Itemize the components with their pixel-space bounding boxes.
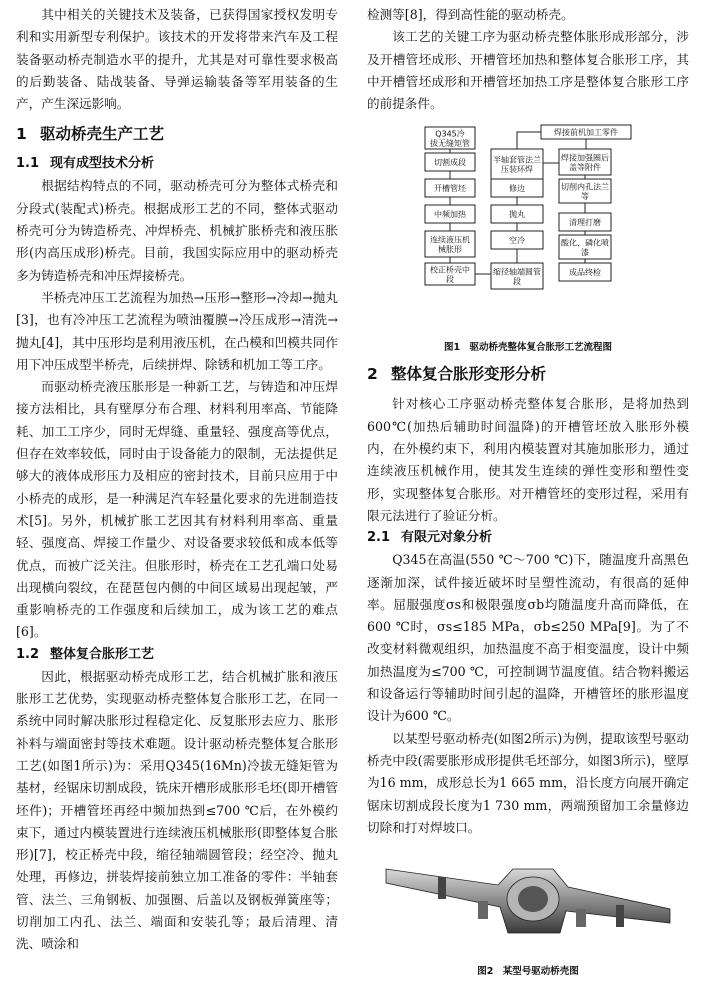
subsection-heading: 1.1 现有成型技术分析 xyxy=(16,156,155,172)
svg-text:等: 等 xyxy=(581,192,589,202)
flow-node xyxy=(559,149,611,175)
paragraph: 根据结构特点的不同，驱动桥壳可分为整体式桥壳和分段式(装配式)桥壳。根据成形工艺的不同，整体式驱动桥壳可分为铸造桥壳、冲焊桥壳、机械扩胀桥壳和液压胀形(内高压成形)桥壳。目前，我国实际应用中的驱动桥壳多为铸造桥壳和冲压焊接桥壳。 xyxy=(16,178,338,283)
svg-text:械胀形: 械胀形 xyxy=(438,245,462,255)
svg-text:切削内孔法兰: 切削内孔法兰 xyxy=(561,182,609,192)
svg-text:段: 段 xyxy=(513,277,521,287)
flow-node xyxy=(559,263,611,281)
svg-text:焊接前机加工零件: 焊接前机加工零件 xyxy=(554,128,618,138)
paragraph: 该工艺的关键工序为驱动桥壳整体胀形成形部分，涉及开槽管坯成形、开槽管坯加热和整体复合胀形工序，其中开槽管坯成形和开槽管坯加热工序是整体复合胀形工序的前提条件。 xyxy=(367,29,689,112)
svg-text:漆: 漆 xyxy=(581,248,589,258)
flow-node xyxy=(491,231,543,249)
flow-node xyxy=(425,205,475,223)
svg-text:空冷: 空冷 xyxy=(509,236,525,246)
flow-connector xyxy=(517,132,541,149)
figure-1-caption: 图1 驱动桥壳整体复合胀形工艺流程图 xyxy=(443,342,613,354)
paragraph: Q345在高温(550 ℃～700 ℃)下，随温度升高黑色逐渐加深，试件接近破坏时呈塑性流动，有很高的延伸率。屈服强度σs和极限强度σb均随温度升高而降低，在600 ℃时，σs≤185 MPa，σb≤250 MPa[9]。为了不改变材料微观组织，加热温度不高于相变温度，设计中频加热温度为≤700 ℃，可控制调节温度值。结合物料搬运和设备运行等辅助时间引起的温降，开槽管坯的胀形温度设计为600 ℃。 xyxy=(367,552,689,724)
right-column xyxy=(367,4,689,985)
svg-text:Q345冷: Q345冷 xyxy=(435,129,465,139)
svg-text:缩径轴端圆管: 缩径轴端圆管 xyxy=(493,267,541,277)
svg-text:切割成段: 切割成段 xyxy=(434,158,466,168)
flow-node xyxy=(559,179,611,203)
svg-text:校正桥壳中: 校正桥壳中 xyxy=(430,265,470,275)
svg-text:成品终检: 成品终检 xyxy=(569,268,601,278)
axle-housing-image xyxy=(378,847,678,957)
flow-node xyxy=(559,213,611,231)
flow-node xyxy=(491,179,543,197)
flow-node xyxy=(425,231,475,257)
flow-node xyxy=(491,263,543,289)
svg-text:盖等附件: 盖等附件 xyxy=(569,163,601,173)
section-heading: 1 驱动桥壳生产工艺 xyxy=(16,125,165,144)
flow-node xyxy=(559,235,611,259)
svg-text:压装环焊: 压装环焊 xyxy=(501,165,533,175)
svg-text:抛丸: 抛丸 xyxy=(509,210,525,220)
flow-node xyxy=(425,127,475,149)
svg-text:拔无缝矩管: 拔无缝矩管 xyxy=(430,139,470,149)
paragraph: 而驱动桥壳液压胀形是一种新工艺，与铸造和冲压焊接方法相比，具有壁厚分布合理、材料利用率高、节能降耗、加工工序少，同时无焊缝、重量轻、强度高等优点，但存在效率较低，同时由于设备能力的限制，无法提供足够大的液体成形压力及相应的密封技术，目前只应用于中小桥壳的成形，是一种满足汽车轻量化要求的先进制造技术[5]。另外，机械扩胀工艺因其有材料利用率高、重量轻、强度高、焊接工作量少、对设备要求较低和成本低等优点，而被广泛关注。但胀形时，桥壳在工艺孔端口处易出现横向裂纹，在琵琶包内侧的中间区域易出现起皱，严重影响桥壳的工作强度和后续加工，成为该工艺的难点[6]。 xyxy=(16,379,338,640)
flow-node xyxy=(425,153,475,171)
flow-node xyxy=(425,263,475,285)
process-flowchart xyxy=(423,123,633,333)
svg-text:中频加热: 中频加热 xyxy=(434,210,466,220)
flow-node xyxy=(491,205,543,223)
subsection-heading: 2.1 有限元对象分析 xyxy=(367,530,493,546)
paragraph: 以某型号驱动桥壳(如图2所示)为例，提取该型号驱动桥壳中段(需要胀形成形提供毛坯部分，如图3所示)，壁厚为16 mm，成形总长为1 665 mm，沿长度方向展开确定锯床切割成段长度为1 730 mm，两端预留加工余量修边切除和打对焊坡口。 xyxy=(367,730,689,835)
paragraph: 半桥壳冲压工艺流程为加热→压形→整形→冷却→抛丸[3]，也有冷冲压工艺流程为喷油覆膜→冷压成形→清洗→抛丸[4]，其中压形均是利用液压机，在凸模和凹模共同作用下冲压成型半桥壳，后续拼焊、除锈和机加工等工序。 xyxy=(16,289,338,372)
svg-text:开槽管坯: 开槽管坯 xyxy=(434,184,466,194)
svg-text:酸化、磷化喷: 酸化、磷化喷 xyxy=(561,238,609,248)
flow-node-top xyxy=(541,125,631,139)
left-column xyxy=(16,4,338,956)
svg-text:段: 段 xyxy=(446,275,454,285)
svg-text:清理打磨: 清理打磨 xyxy=(569,218,601,228)
svg-text:半轴套管法兰: 半轴套管法兰 xyxy=(493,155,541,165)
figure-2-caption: 图2 某型号驱动桥壳图 xyxy=(477,966,579,978)
paragraph: 因此，根据驱动桥壳成形工艺，结合机械扩胀和液压胀形工艺优势，实现驱动桥壳整体复合胀形工艺，在同一系统中同时解决胀形过程稳定化、反复胀形去应力、胀形补料与端面密封等技术难题。设计驱动桥壳整体复合胀形工艺(如图1所示)为：采用Q345(16Mn)冷拔无缝矩管为基材，经锯床切割成段，铣床开槽形成胀形毛坯(即开槽管坯件)；开槽管坯再经中频加热到≤700 ℃后，在外模约束下，通过内模装置进行连续液压机械胀形(即整体复合胀形)[7]，校正桥壳中段，缩径轴端圆管段；经空冷、抛丸处理，再修边，拼装焊接前独立加工准备的零件：半轴套管、法兰、三角钢板、加强圈、后盖以及钢板弹簧座等；切削加工内孔、法兰、端面和安装孔等；最后清理、清洗、喷涂和 xyxy=(16,668,338,952)
paragraph: 针对核心工序驱动桥壳整体复合胀形，是将加热到600℃(加热后辅助时间温降)的开槽管坯放入胀形外模内，在外模约束下，利用内模装置对其施加胀形力，通过连续液压机械作用，使其发生连续的弹性变形和塑性变形，实现整体复合胀形。对开槽管坯的变形过程，采用有限元法进行了验证分析。 xyxy=(367,396,689,523)
svg-text:焊接加强圈后: 焊接加强圈后 xyxy=(561,153,609,163)
flow-node xyxy=(425,179,475,197)
section-heading: 2 整体复合胀形变形分析 xyxy=(367,365,547,384)
figure-1 xyxy=(367,123,689,355)
svg-text:连续液压机: 连续液压机 xyxy=(430,235,470,245)
figure-2 xyxy=(367,847,689,979)
svg-text:修边: 修边 xyxy=(509,184,525,194)
flow-node xyxy=(491,149,543,179)
subsection-heading: 1.2 整体复合胀形工艺 xyxy=(16,646,155,662)
paragraph: 检测等[8]，得到高性能的驱动桥壳。 xyxy=(367,7,574,22)
paragraph: 其中相关的关键技术及装备，已获得国家授权发明专利和实用新型专利保护。该技术的开发将带来汽车及工程装备驱动桥壳制造水平的提升，尤其是对可靠性要求极高的后勤装备、陆战装备、导弹运输装备等军用装备的生产，产生深远影响。 xyxy=(16,7,338,112)
